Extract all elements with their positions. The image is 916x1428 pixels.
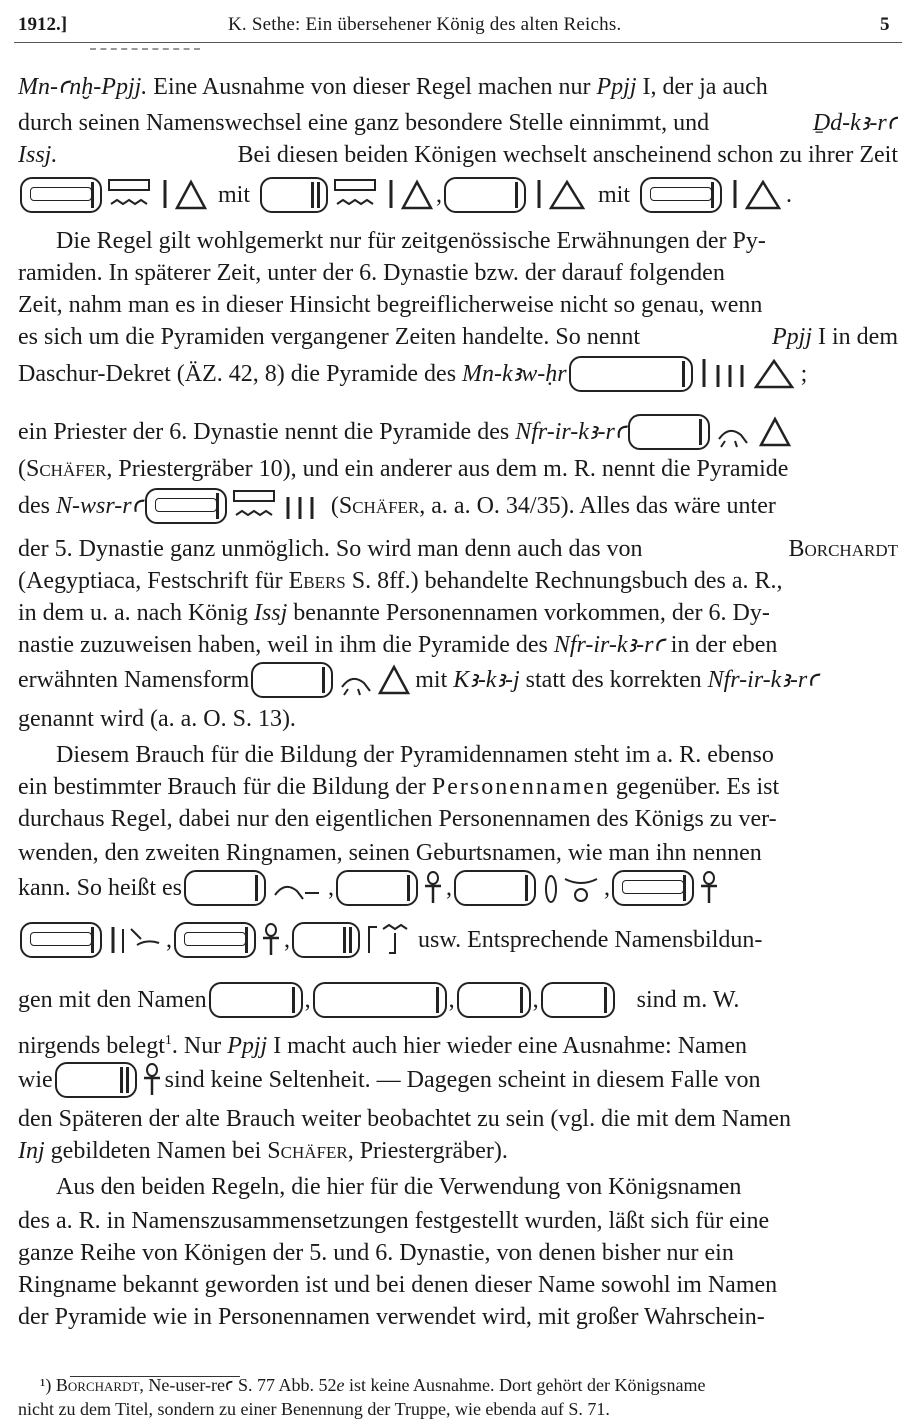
text-line-17: erwähnten Namensform mit Kꜣ-kꜣ-j statt des korrekten Nfr-ir-kꜣ-rꜥ <box>18 662 898 698</box>
cartouche <box>454 870 536 906</box>
text-line-24: , , usw. Entsprechende Namensbildun- <box>18 922 898 958</box>
text-line-3: Issj. Bei diesen beiden Königen wechselt anscheinend schon zu ihrer Zeit <box>18 142 898 168</box>
text-line-30: Aus den beiden Regeln, die hier für die Verwendung von Königsnamen <box>56 1174 742 1200</box>
footnote-line-1: ¹) Borchardt, Ne-user-reꜥ S. 77 Abb. 52e ist keine Ausnahme. Dort gehört der Königsname <box>40 1375 706 1395</box>
text-line-31: des a. R. in Namenszusammensetzungen festgestellt wurden, läßt sich für eine <box>18 1208 770 1234</box>
running-header-title: K. Sethe: Ein übersehener König des alten Reichs. <box>228 14 622 35</box>
ankh-icon <box>423 871 443 905</box>
hieroglyph-group-icon <box>107 923 163 957</box>
hieroglyph-group-icon <box>107 178 207 212</box>
text-line-2: durch seinen Namenswechsel eine ganz besondere Stelle einnimmt, und Ḏd-kꜣ-rꜥ <box>18 110 898 136</box>
cartouche <box>251 662 333 698</box>
hieroglyph-group-icon <box>333 178 433 212</box>
text-line-10: ein Priester der 6. Dynastie nennt die Pyramide des Nfr-ir-kꜣ-rꜥ <box>18 414 898 450</box>
cartouche <box>640 177 722 213</box>
text-line-21: durchaus Regel, dabei nur den eigentlichen Personennamen des Königs zu ver- <box>18 806 777 832</box>
cartouche <box>20 922 102 958</box>
cartouche <box>209 982 303 1018</box>
cartouche <box>313 982 447 1018</box>
hieroglyph-group-icon <box>365 923 415 957</box>
hieroglyph-group-icon <box>232 489 328 523</box>
cartouche <box>457 982 531 1018</box>
hieroglyph-group-icon <box>541 871 601 905</box>
text-line-26: nirgends belegt$^1$. Nur Ppjj I macht auch hier wieder eine Ausnahme: Namen <box>18 1033 747 1059</box>
cartouche <box>612 870 694 906</box>
text-line-33: Ringname bekannt geworden ist und bei denen dieser Name sowohl im Namen <box>18 1272 778 1298</box>
cartouche <box>569 356 693 392</box>
running-header-year: 1912.] <box>18 14 68 35</box>
text-line-28: den Späteren der alte Brauch weiter beobachtet zu sein (vgl. die mit dem Namen <box>18 1106 792 1132</box>
cartouche <box>20 177 102 213</box>
text-line-23: kann. So heißt es , , , <box>18 870 898 906</box>
text-line-11: (Schäfer, Priestergräber 10), und ein anderer aus dem m. R. nennt die Pyramide <box>18 456 789 482</box>
ankh-icon <box>142 1063 162 1097</box>
cartouche <box>55 1062 137 1098</box>
text-line-8: es sich um die Pyramiden vergangener Zeiten handelte. So nennt Ppjj I in dem <box>18 324 898 350</box>
text-line-34: der Pyramide wie in Personennamen verwendet wird, mit großer Wahrschein- <box>18 1304 765 1330</box>
hieroglyph-group-icon <box>727 178 783 212</box>
cartouche <box>336 870 418 906</box>
ankh-icon <box>699 871 719 905</box>
header-rule <box>14 42 902 43</box>
cartouche <box>292 922 360 958</box>
text-line-20: ein bestimmter Brauch für die Bildung der Personennamen gegenüber. Es ist <box>18 774 780 800</box>
text-line-9: Daschur-Dekret (ÄZ. 42, 8) die Pyramide des Mn-kꜣw-ḥr ; <box>18 356 898 392</box>
cartouche <box>260 177 328 213</box>
hieroglyph-group-icon <box>715 415 795 449</box>
text-line-1: Mn-ꜥnḫ-Ppjj. Eine Ausnahme von dieser Regel machen nur Ppjj I, der ja auch <box>18 74 768 100</box>
text-line-7: Zeit, nahm man es in dieser Hinsicht begreiflicherweise nicht so genau, wenn <box>18 292 763 318</box>
text-line-16: nastie zuzuweisen haben, weil in ihm die Pyramide des Nfr-ir-kꜣ-rꜥ in der eben <box>18 632 778 658</box>
cartouche <box>628 414 710 450</box>
ankh-icon <box>261 923 281 957</box>
hieroglyph-group-icon <box>271 871 325 905</box>
hieroglyph-line-4: mit , mit . <box>18 170 898 220</box>
text-line-5: Die Regel gilt wohlgemerkt nur für zeitgenössische Erwähnungen der Py- <box>56 228 766 254</box>
text-line-22: wenden, den zweiten Ringnamen, seinen Geburtsnamen, wie man ihn nennen <box>18 840 762 866</box>
hieroglyph-group-icon <box>698 357 798 391</box>
cartouche <box>184 870 266 906</box>
text-line-32: ganze Reihe von Königen der 5. und 6. Dynastie, von denen bisher nur ein <box>18 1240 734 1266</box>
hieroglyph-group-icon <box>531 178 587 212</box>
text-line-14: (Aegyptiaca, Festschrift für Ebers S. 8ff.) behandelte Rechnungsbuch des a. R., <box>18 568 783 594</box>
text-line-29: Inj gebildeten Namen bei Schäfer, Priestergräber). <box>18 1138 508 1164</box>
text-line-6: ramiden. In späterer Zeit, unter der 6. Dynastie bzw. der darauf folgenden <box>18 260 725 286</box>
text-line-19: Diesem Brauch für die Bildung der Pyramidennamen steht im a. R. ebenso <box>56 742 774 768</box>
cartouche <box>444 177 526 213</box>
cartouche <box>174 922 256 958</box>
text-line-12: des N-wsr-rꜥ (Schäfer, a. a. O. 34/35). Alles das wäre unter <box>18 488 898 524</box>
hieroglyph-group-icon <box>338 663 412 697</box>
text-line-13: der 5. Dynastie ganz unmöglich. So wird man denn auch das von Borchardt <box>18 536 898 562</box>
header-dash-rule <box>90 48 200 50</box>
text-line-25: gen mit den Namen , , , sind m. W. <box>18 982 898 1018</box>
cartouche <box>145 488 227 524</box>
text-line-15: in dem u. a. nach König Issj benannte Personennamen vorkommen, der 6. Dy- <box>18 600 770 626</box>
text-line-18: genannt wird (a. a. O. S. 13). <box>18 706 296 732</box>
footnote-line-2: nicht zu dem Titel, sondern zu einer Benennung der Truppe, wie ebenda auf S. 71. <box>18 1399 610 1419</box>
text-line-27: wie sind keine Seltenheit. — Dagegen scheint in diesem Falle von <box>18 1062 898 1098</box>
page-number: 5 <box>880 14 890 35</box>
cartouche <box>541 982 615 1018</box>
